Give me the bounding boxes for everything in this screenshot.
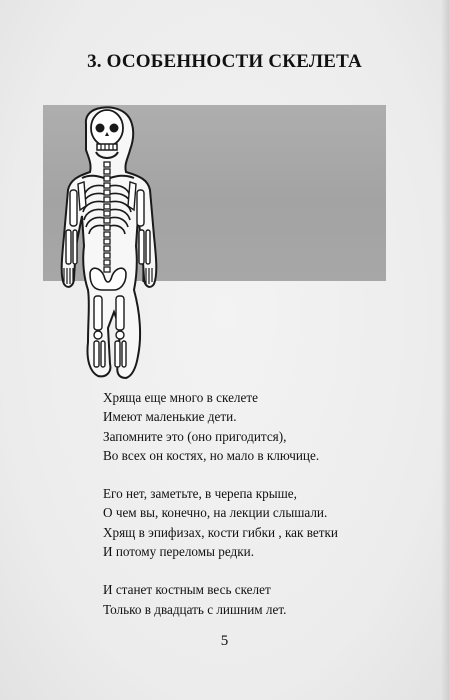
- poem-line: Запомните это (оно пригодится),: [103, 428, 287, 444]
- poem-stanza-1: [103, 388, 403, 465]
- eye-socket-right: [110, 124, 119, 133]
- poem: [103, 388, 403, 638]
- page-edge-shadow: [441, 0, 449, 700]
- poem-line: Хряща еще много в скелете: [103, 390, 258, 405]
- teeth: [97, 144, 117, 150]
- poem-line: О чем вы, конечно, на лекции слышали.: [103, 505, 328, 521]
- poem-line: Во всех он костях, но мало в ключице.: [103, 447, 320, 463]
- scapula-right: [128, 182, 136, 210]
- poem-line: И потому переломы редки.: [103, 544, 254, 560]
- eye-socket-left: [96, 124, 105, 133]
- poem-line: И станет костным весь скелет: [103, 582, 271, 598]
- poem-line: Его нет, заметьте, в черепа крыше,: [103, 486, 297, 502]
- scapula-left: [78, 182, 86, 210]
- chapter-title: 3. ОСОБЕННОСТИ СКЕЛЕТА: [87, 51, 362, 72]
- page-number: 5: [220, 633, 229, 649]
- poem-stanza-3: [103, 580, 403, 619]
- poem-line: Имеют маленькие дети.: [103, 409, 237, 425]
- poem-line: Только в двадцать с лишним лет.: [103, 601, 287, 617]
- poem-line: Хрящ в эпифизах, кости гибки , как ветки: [103, 524, 338, 540]
- child-skeleton-illustration: [44, 106, 172, 388]
- poem-stanza-2: [103, 484, 403, 561]
